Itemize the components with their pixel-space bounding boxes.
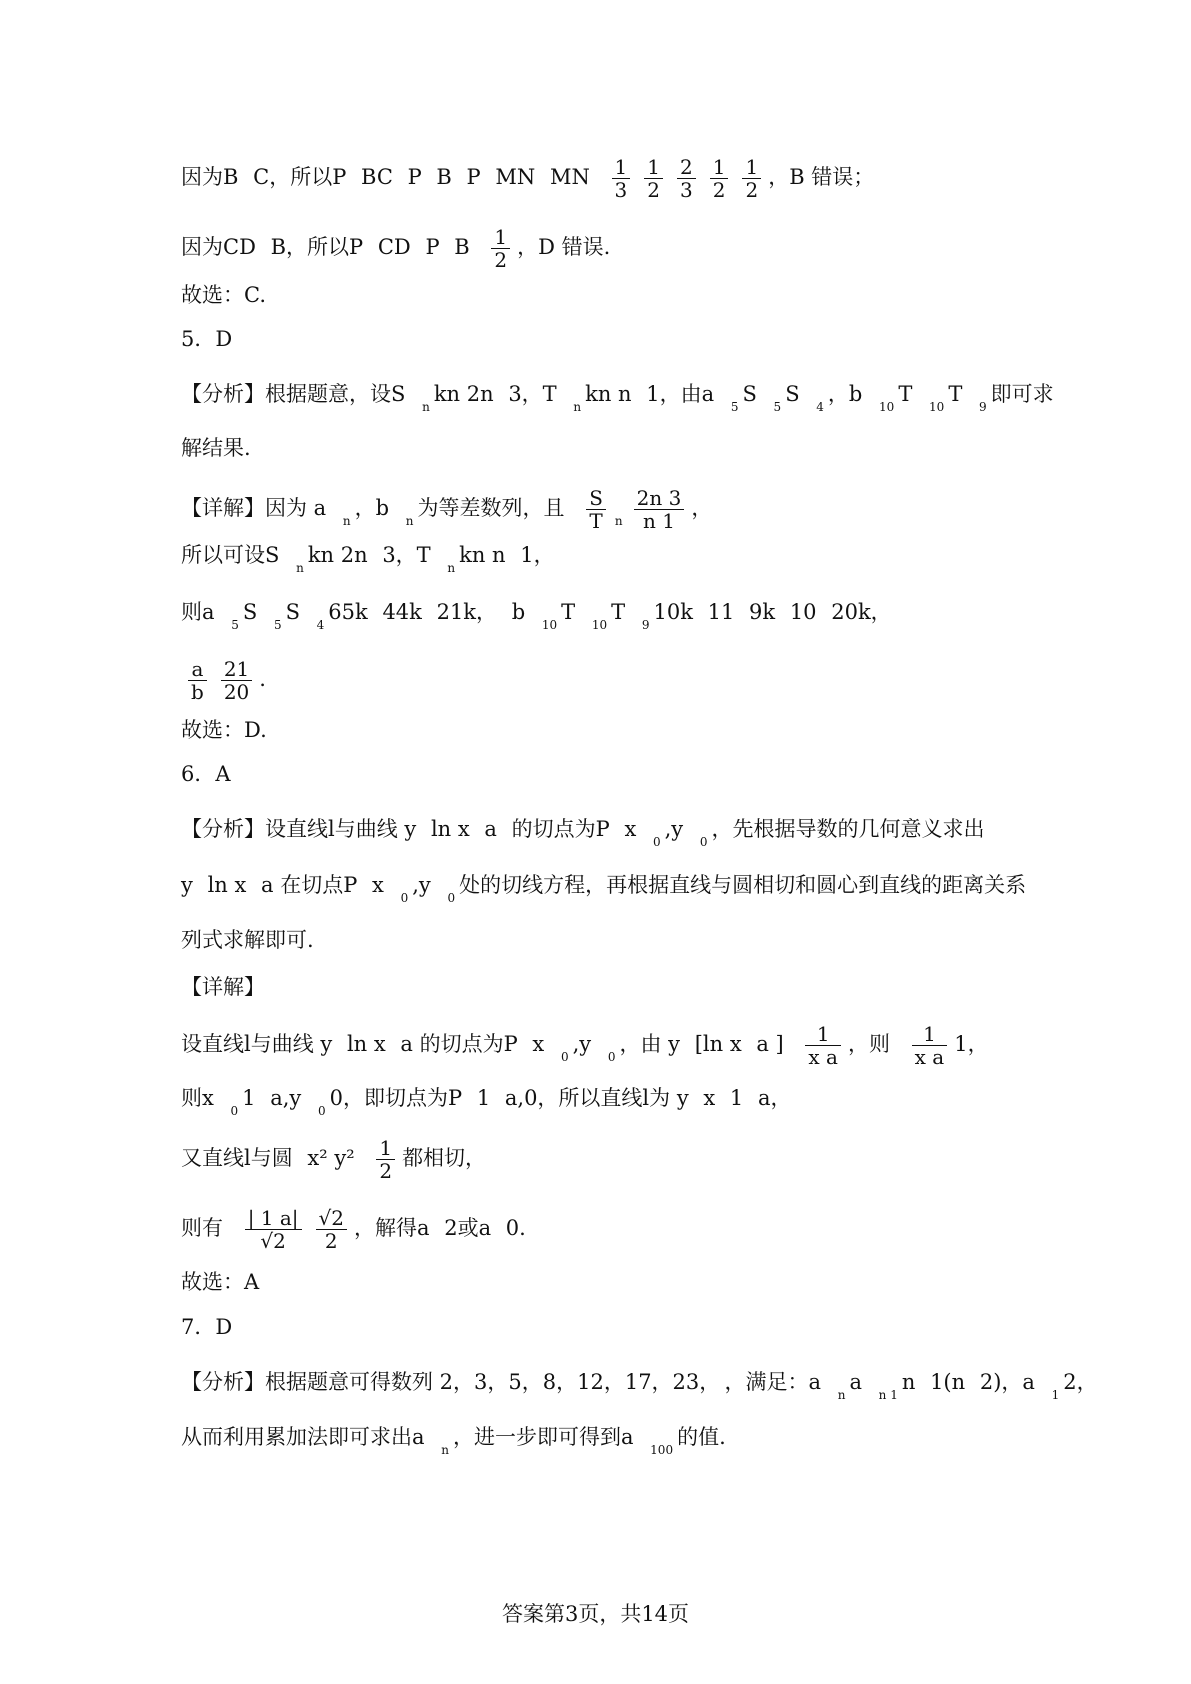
text-line-l17 bbox=[181, 1023, 1003, 1071]
text-fragment: P bbox=[407, 165, 422, 189]
text-line-l12 bbox=[181, 760, 245, 788]
subscript: 9 bbox=[979, 400, 987, 414]
fraction-denominator: 3 bbox=[614, 178, 628, 202]
fraction bbox=[912, 1023, 948, 1068]
text-fragment: 10 bbox=[789, 600, 817, 624]
fraction-numerator: 1 bbox=[742, 156, 761, 179]
text-fragment: 【详解】 bbox=[181, 975, 265, 999]
fraction bbox=[612, 156, 631, 201]
text-line-l4 bbox=[181, 325, 247, 353]
text-fragment: ，先根据导数的几何意义求出 bbox=[711, 817, 985, 841]
fraction-denominator: 2 bbox=[647, 178, 660, 202]
text-line-l22 bbox=[181, 1313, 247, 1341]
fraction-denominator: n 1 bbox=[642, 509, 675, 533]
text-fragment: kn 2n bbox=[307, 543, 368, 567]
page-footer: 答案第3页，共14页 bbox=[501, 1602, 690, 1626]
text-line-l21 bbox=[181, 1268, 274, 1296]
text-fragment: 故选：C. bbox=[181, 283, 266, 307]
fraction bbox=[634, 487, 685, 532]
text-fragment: a， bbox=[757, 1086, 792, 1110]
text-line-l9 bbox=[181, 598, 906, 639]
text-fragment: 6．A bbox=[181, 762, 231, 786]
text-fragment: B bbox=[454, 235, 470, 259]
subscript: 5 bbox=[231, 618, 239, 632]
text-fragment: a bbox=[849, 1370, 862, 1394]
text-fragment: a,0，所以直线l为 y bbox=[504, 1086, 689, 1110]
text-fragment: 1 bbox=[242, 1086, 256, 1110]
text-fragment: MN bbox=[495, 165, 536, 189]
fraction-numerator: 2 bbox=[677, 156, 696, 179]
text-fragment: S bbox=[242, 600, 258, 624]
text-fragment: 1 bbox=[476, 1086, 491, 1110]
fraction bbox=[376, 1137, 395, 1182]
text-fragment: 44k bbox=[382, 600, 422, 624]
text-fragment: MN bbox=[549, 165, 590, 189]
text-line-l16 bbox=[181, 973, 280, 1001]
fraction bbox=[710, 156, 729, 201]
fraction-denominator: T bbox=[589, 509, 603, 533]
fraction-numerator: 1 bbox=[644, 156, 663, 179]
text-fragment: T bbox=[561, 600, 576, 624]
text-fragment: 的切点为P bbox=[511, 817, 610, 841]
text-fragment: CD bbox=[377, 235, 411, 259]
fraction-denominator: 2 bbox=[712, 178, 726, 202]
subscript: n bbox=[441, 1443, 449, 1457]
fraction-denominator: 2 bbox=[745, 178, 759, 202]
subscript: 10 bbox=[541, 618, 558, 632]
text-fragment: 都相切， bbox=[402, 1146, 487, 1170]
text-fragment: 从而利用累加法即可求出a bbox=[181, 1425, 425, 1449]
subscript: 0 bbox=[317, 1104, 326, 1118]
text-fragment: ，则 bbox=[847, 1032, 890, 1056]
text-fragment: B，所以P bbox=[270, 235, 364, 259]
text-fragment: 设直线l与曲线 y bbox=[181, 1032, 333, 1056]
subscript: 1 bbox=[1051, 1388, 1060, 1402]
text-line-l15 bbox=[181, 926, 328, 954]
text-fragment: [ln x bbox=[694, 1032, 742, 1056]
text-fragment: ，进一步即可得到a bbox=[452, 1425, 634, 1449]
text-fragment: 则x bbox=[181, 1086, 214, 1110]
subscript: n bbox=[405, 514, 414, 528]
fraction-numerator: 1 bbox=[612, 156, 631, 179]
text-fragment: P bbox=[425, 235, 440, 259]
text-fragment: ln x bbox=[430, 817, 470, 841]
fraction-denominator: 2 bbox=[379, 1159, 393, 1183]
subscript: n bbox=[422, 400, 430, 414]
text-fragment: 故选：A bbox=[181, 1270, 260, 1294]
fraction bbox=[586, 487, 606, 532]
text-line-l10 bbox=[181, 658, 281, 703]
text-fragment: y bbox=[181, 873, 193, 897]
text-fragment: 3，T bbox=[382, 543, 431, 567]
text-fragment: S bbox=[785, 382, 800, 406]
text-fragment: 5．D bbox=[181, 327, 233, 351]
text-fragment: a ] bbox=[756, 1032, 784, 1056]
fraction-numerator: 21 bbox=[221, 658, 252, 681]
text-line-l13 bbox=[181, 815, 999, 856]
text-fragment: 1(n bbox=[930, 1370, 966, 1394]
fraction-denominator: 20 bbox=[223, 680, 250, 704]
subscript: 0 bbox=[560, 1050, 569, 1064]
text-fragment: ,y bbox=[664, 817, 684, 841]
fraction bbox=[805, 1023, 841, 1068]
text-fragment: ， bbox=[691, 496, 713, 520]
fraction bbox=[644, 156, 663, 201]
subscript: n bbox=[837, 1388, 846, 1402]
text-fragment: 20k， bbox=[831, 600, 892, 624]
text-fragment: a 的切点为P bbox=[400, 1032, 518, 1056]
text-fragment: ，由 y bbox=[619, 1032, 681, 1056]
text-fragment: 故选：D. bbox=[181, 718, 267, 742]
fraction-denominator: x a bbox=[808, 1045, 838, 1069]
subscript: 0 bbox=[230, 1104, 239, 1118]
fraction-denominator: 2 bbox=[494, 248, 508, 272]
fraction-numerator: 2n 3 bbox=[634, 487, 685, 510]
text-fragment: x bbox=[703, 1086, 716, 1110]
text-fragment: 又直线l与圆 bbox=[181, 1146, 293, 1170]
text-fragment: b bbox=[511, 600, 526, 624]
text-line-l24 bbox=[181, 1423, 740, 1464]
text-fragment: ，b bbox=[827, 382, 863, 406]
text-line-l3 bbox=[181, 281, 281, 309]
subscript: n bbox=[296, 561, 304, 575]
subscript: 0 bbox=[652, 835, 661, 849]
subscript: 0 bbox=[400, 891, 409, 905]
text-fragment: ,y bbox=[412, 873, 431, 897]
text-line-l7 bbox=[181, 487, 727, 535]
text-fragment: T bbox=[948, 382, 963, 406]
text-fragment: S bbox=[742, 382, 757, 406]
subscript: 10 bbox=[879, 400, 895, 414]
fraction-numerator: √2 bbox=[316, 1207, 347, 1230]
fraction-numerator: 1 bbox=[491, 226, 510, 249]
text-fragment: 9k bbox=[749, 600, 776, 624]
subscript: 100 bbox=[650, 1443, 674, 1457]
text-line-l1 bbox=[181, 156, 889, 201]
text-fragment: 0，即切点为P bbox=[329, 1086, 463, 1110]
text-fragment: a bbox=[484, 817, 497, 841]
fraction-numerator: | 1 a| bbox=[245, 1207, 302, 1230]
text-fragment: 为等差数列，且 bbox=[417, 496, 565, 520]
text-line-l2 bbox=[181, 226, 625, 271]
text-fragment: 3，T bbox=[508, 382, 557, 406]
text-fragment: 【分析】根据题意，设S bbox=[181, 382, 406, 406]
fraction-denominator: 3 bbox=[680, 178, 693, 202]
text-fragment: ，B 错误； bbox=[768, 165, 875, 189]
subscript: 4 bbox=[816, 400, 824, 414]
subscript: 5 bbox=[273, 618, 282, 632]
subscript: n 1 bbox=[878, 1388, 898, 1402]
text-fragment: n bbox=[901, 1370, 916, 1394]
text-line-l18 bbox=[181, 1084, 806, 1125]
text-fragment: x bbox=[372, 873, 384, 897]
subscript: 9 bbox=[641, 618, 650, 632]
subscript: 5 bbox=[730, 400, 739, 414]
text-fragment: ，满足：a bbox=[724, 1370, 822, 1394]
text-fragment: P bbox=[466, 165, 481, 189]
subscript: 0 bbox=[699, 835, 708, 849]
text-fragment: a,y bbox=[270, 1086, 302, 1110]
fraction-numerator: 1 bbox=[912, 1023, 948, 1046]
subscript: 10 bbox=[929, 400, 945, 414]
fraction-numerator: 1 bbox=[376, 1137, 395, 1160]
text-fragment: 10k bbox=[653, 600, 693, 624]
text-fragment: ln x bbox=[346, 1032, 386, 1056]
text-fragment: 【分析】设直线l与曲线 y bbox=[181, 817, 417, 841]
subscript: 4 bbox=[316, 618, 325, 632]
text-fragment: x bbox=[624, 817, 637, 841]
fraction-numerator: 1 bbox=[710, 156, 729, 179]
text-fragment: kn 2n bbox=[433, 382, 494, 406]
text-fragment: C，所以P bbox=[253, 165, 347, 189]
subscript: 0 bbox=[607, 1050, 616, 1064]
fraction bbox=[677, 156, 696, 201]
text-fragment: 11 bbox=[707, 600, 735, 624]
text-fragment: 65k bbox=[328, 600, 368, 624]
text-line-l20 bbox=[181, 1207, 541, 1252]
fraction-denominator: 2 bbox=[324, 1229, 338, 1253]
text-fragment: 1， bbox=[520, 543, 555, 567]
fraction bbox=[491, 226, 510, 271]
text-fragment: ，D 错误. bbox=[517, 235, 611, 259]
text-line-l11 bbox=[181, 716, 281, 744]
text-fragment: a 在切点P bbox=[261, 873, 358, 897]
text-line-l14 bbox=[181, 871, 1041, 912]
text-fragment: 2)，a bbox=[979, 1370, 1035, 1394]
text-fragment: 1，由a bbox=[646, 382, 715, 406]
fraction-denominator: √2 bbox=[260, 1229, 286, 1253]
text-fragment: 0. bbox=[505, 1216, 526, 1240]
text-fragment: 即可求 bbox=[990, 382, 1054, 406]
fraction-denominator: x a bbox=[914, 1045, 945, 1069]
text-fragment: 因为CD bbox=[181, 235, 256, 259]
subscript: 0 bbox=[447, 891, 456, 905]
subscript: n bbox=[573, 400, 582, 414]
subscript: n bbox=[447, 561, 456, 575]
text-fragment: kn n bbox=[459, 543, 506, 567]
subscript: 10 bbox=[591, 618, 608, 632]
text-fragment: ，解得a bbox=[354, 1216, 430, 1240]
text-fragment: . bbox=[259, 667, 266, 691]
text-fragment: T bbox=[898, 382, 913, 406]
text-fragment: ln x bbox=[207, 873, 247, 897]
fraction bbox=[245, 1207, 302, 1252]
text-fragment: 【详解】因为 a bbox=[181, 496, 327, 520]
fraction-numerator: 1 bbox=[805, 1023, 841, 1046]
text-line-l19 bbox=[181, 1137, 501, 1182]
text-fragment: S bbox=[285, 600, 300, 624]
text-fragment: x bbox=[532, 1032, 545, 1056]
subscript: n bbox=[614, 514, 623, 528]
text-fragment: 列式求解即可. bbox=[181, 928, 314, 952]
fraction bbox=[221, 658, 252, 703]
fraction-numerator: a bbox=[188, 658, 207, 681]
text-fragment: 因为B bbox=[181, 165, 239, 189]
text-line-l6 bbox=[181, 434, 265, 462]
text-fragment: B bbox=[436, 165, 452, 189]
fraction bbox=[316, 1207, 347, 1252]
text-line-l5 bbox=[181, 380, 1068, 421]
text-fragment: 处的切线方程，再根据直线与圆相切和圆心到直线的距离关系 bbox=[459, 873, 1027, 897]
text-fragment: ，b bbox=[354, 496, 390, 520]
text-fragment: T bbox=[611, 600, 626, 624]
subscript: 5 bbox=[773, 400, 782, 414]
text-fragment: 解结果. bbox=[181, 436, 251, 460]
text-fragment: kn n bbox=[585, 382, 632, 406]
text-fragment: 1 bbox=[729, 1086, 744, 1110]
text-fragment: 21k， bbox=[436, 600, 498, 624]
text-fragment: 2， bbox=[1063, 1370, 1098, 1394]
subscript: n bbox=[342, 514, 351, 528]
text-fragment: x² y² bbox=[307, 1146, 355, 1170]
text-fragment: 1， bbox=[954, 1032, 989, 1056]
text-fragment: 的值. bbox=[677, 1425, 726, 1449]
text-line-l23 bbox=[181, 1368, 1112, 1409]
text-fragment: 所以可设S bbox=[181, 543, 280, 567]
text-fragment: 则a bbox=[181, 600, 215, 624]
text-fragment: BC bbox=[361, 165, 393, 189]
text-fragment: 2或a bbox=[444, 1216, 492, 1240]
text-fragment: ,y bbox=[572, 1032, 592, 1056]
text-line-l8 bbox=[181, 541, 569, 582]
fraction-denominator: b bbox=[191, 680, 204, 704]
fraction bbox=[742, 156, 761, 201]
text-fragment: 7．D bbox=[181, 1315, 233, 1339]
text-fragment: 【分析】根据题意可得数列 2，3，5，8，12，17，23， bbox=[181, 1370, 710, 1394]
fraction bbox=[188, 658, 207, 703]
fraction-numerator: S bbox=[586, 487, 606, 510]
text-fragment: 则有 bbox=[181, 1216, 223, 1240]
